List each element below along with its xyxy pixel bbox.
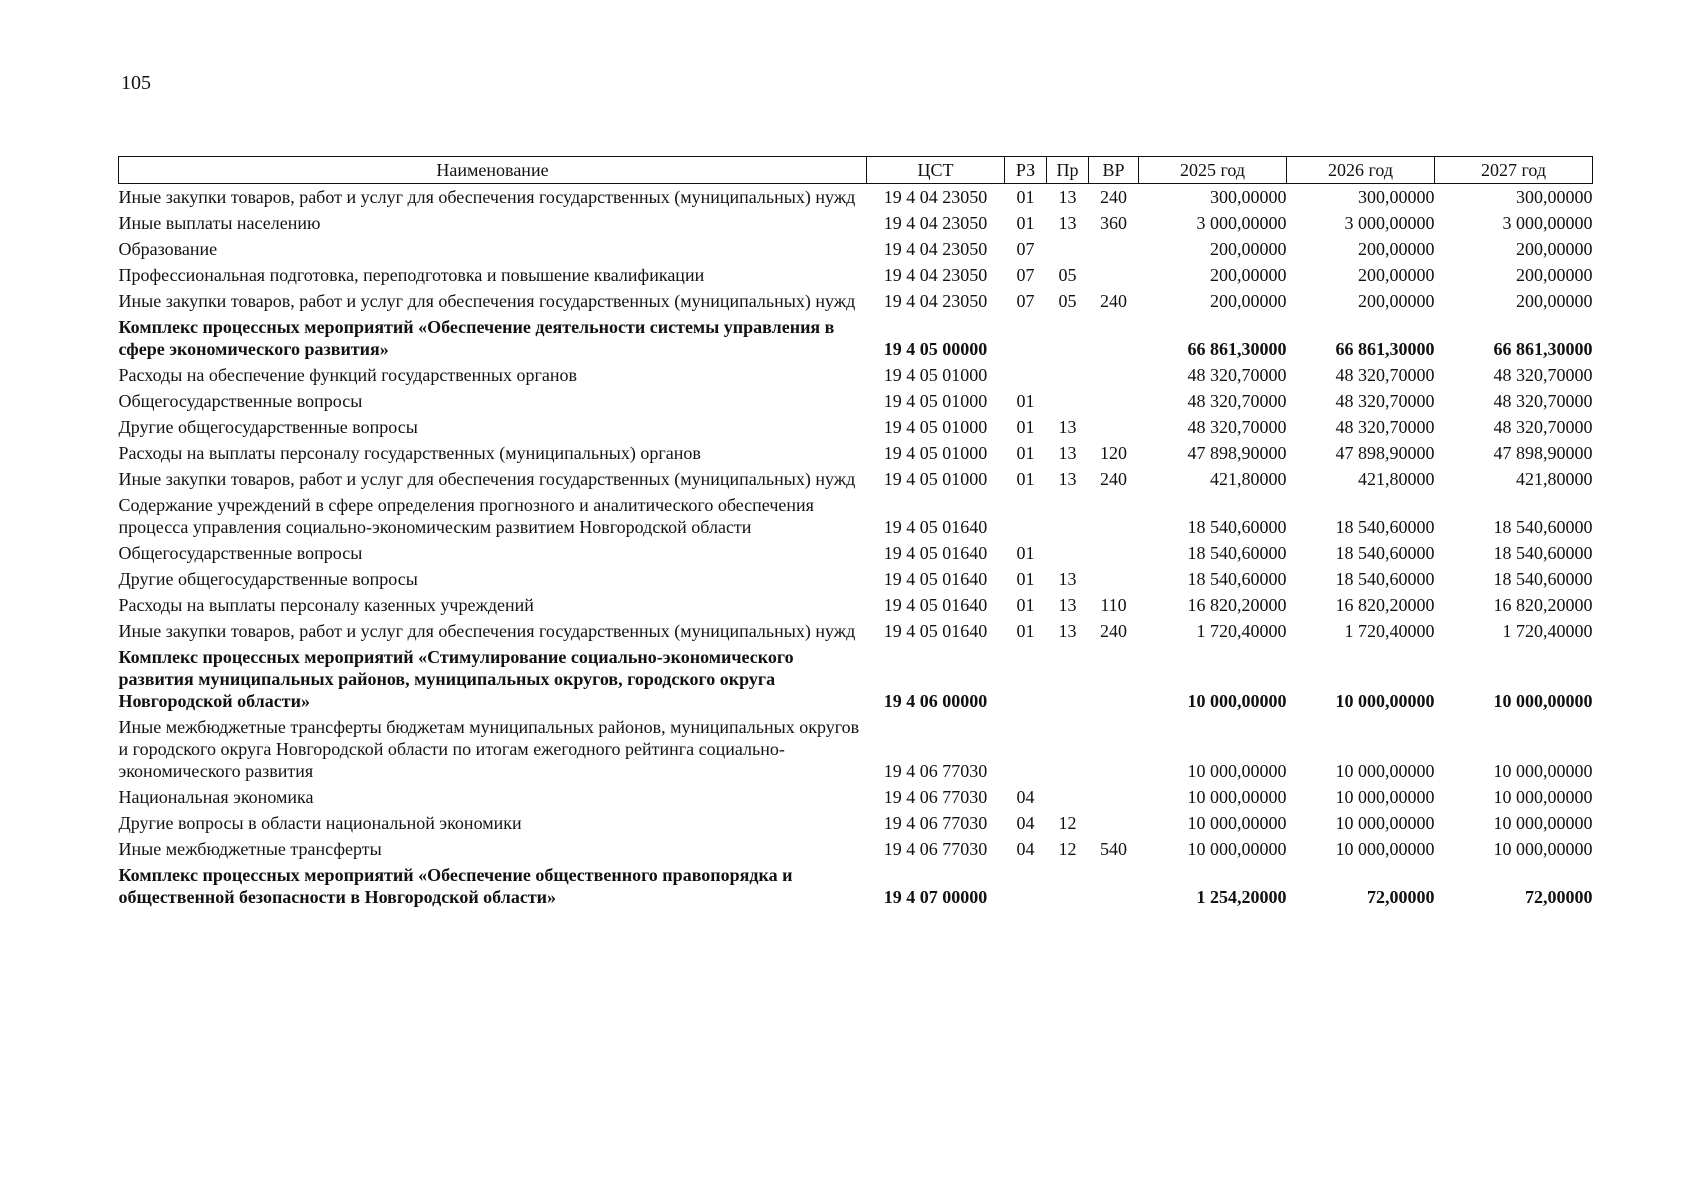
row-rz: 01 xyxy=(1016,595,1035,615)
row-cst: 19 4 06 00000 xyxy=(883,691,988,711)
row-amount-2025: 48 320,70000 xyxy=(1187,365,1287,385)
row-amount-2026: 3 000,00000 xyxy=(1344,213,1435,233)
header-2025: 2025 год xyxy=(1139,157,1287,184)
row-amount-2027: 1 720,40000 xyxy=(1502,621,1593,641)
row-name: Комплекс процессных мероприятий «Стимулирование социально-экономического развития муниципальных районов, муниципальных округов, городского округа Новгородской области» xyxy=(118,647,794,711)
row-pr xyxy=(1047,644,1089,714)
row-vr xyxy=(1089,414,1139,440)
row-rz: 01 xyxy=(1016,621,1035,641)
row-amount-2027: 72,00000 xyxy=(1525,887,1593,907)
row-amount-2026: 200,00000 xyxy=(1358,239,1435,259)
row-pr: 05 xyxy=(1058,291,1077,311)
row-amount-2025: 10 000,00000 xyxy=(1187,813,1287,833)
table-row xyxy=(119,592,1593,618)
row-amount-2025: 200,00000 xyxy=(1210,239,1287,259)
row-name: Другие общегосударственные вопросы xyxy=(118,569,418,589)
row-amount-2025: 200,00000 xyxy=(1210,291,1287,311)
row-rz: 07 xyxy=(1016,239,1035,259)
row-amount-2027: 200,00000 xyxy=(1516,239,1593,259)
row-amount-2025: 421,80000 xyxy=(1210,469,1287,489)
row-pr xyxy=(1047,540,1089,566)
row-cst: 19 4 05 01000 xyxy=(883,365,988,385)
row-cst: 19 4 05 01000 xyxy=(883,391,988,411)
row-rz: 07 xyxy=(1016,265,1035,285)
row-pr xyxy=(1047,388,1089,414)
row-amount-2027: 300,00000 xyxy=(1516,187,1593,207)
row-rz xyxy=(1005,714,1047,784)
row-amount-2025: 1 720,40000 xyxy=(1196,621,1287,641)
budget-table xyxy=(118,156,1593,910)
header-name: Наименование xyxy=(119,157,867,184)
row-amount-2027: 3 000,00000 xyxy=(1502,213,1593,233)
row-amount-2027: 10 000,00000 xyxy=(1493,839,1593,859)
table-row xyxy=(119,440,1593,466)
table-row xyxy=(119,466,1593,492)
row-name: Другие общегосударственные вопросы xyxy=(118,417,418,437)
row-vr xyxy=(1089,714,1139,784)
table-row xyxy=(119,314,1593,362)
row-amount-2026: 10 000,00000 xyxy=(1335,839,1435,859)
row-name: Общегосударственные вопросы xyxy=(118,543,363,563)
row-amount-2027: 48 320,70000 xyxy=(1493,391,1593,411)
table-row xyxy=(119,618,1593,644)
row-amount-2026: 1 720,40000 xyxy=(1344,621,1435,641)
row-rz xyxy=(1005,362,1047,388)
row-rz: 01 xyxy=(1016,543,1035,563)
row-pr: 12 xyxy=(1058,839,1077,859)
row-cst: 19 4 05 00000 xyxy=(883,339,988,359)
row-amount-2027: 18 540,60000 xyxy=(1493,543,1593,563)
row-name: Иные закупки товаров, работ и услуг для обеспечения государственных (муниципальных) нужд xyxy=(118,621,856,641)
row-name: Иные выплаты населению xyxy=(118,213,321,233)
row-amount-2027: 10 000,00000 xyxy=(1493,787,1593,807)
row-amount-2027: 47 898,90000 xyxy=(1493,443,1593,463)
row-amount-2027: 66 861,30000 xyxy=(1493,339,1593,359)
row-vr xyxy=(1089,862,1139,910)
row-pr: 13 xyxy=(1058,187,1077,207)
row-rz: 01 xyxy=(1016,469,1035,489)
header-2026: 2026 год xyxy=(1287,157,1435,184)
table-body xyxy=(119,184,1593,911)
row-cst: 19 4 05 01640 xyxy=(883,517,988,537)
row-cst: 19 4 04 23050 xyxy=(883,291,988,311)
row-amount-2026: 200,00000 xyxy=(1358,291,1435,311)
row-vr xyxy=(1089,784,1139,810)
row-cst: 19 4 05 01000 xyxy=(883,417,988,437)
row-amount-2026: 66 861,30000 xyxy=(1335,339,1435,359)
row-vr: 240 xyxy=(1100,187,1127,207)
row-amount-2025: 16 820,20000 xyxy=(1187,595,1287,615)
row-vr: 120 xyxy=(1100,443,1127,463)
row-rz: 04 xyxy=(1016,787,1035,807)
row-amount-2026: 10 000,00000 xyxy=(1335,761,1435,781)
row-name: Комплекс процессных мероприятий «Обеспечение общественного правопорядка и общественной безопасности в Новгородской области» xyxy=(118,865,793,907)
row-amount-2025: 300,00000 xyxy=(1210,187,1287,207)
row-rz xyxy=(1005,644,1047,714)
row-amount-2026: 72,00000 xyxy=(1367,887,1435,907)
row-name: Общегосударственные вопросы xyxy=(118,391,363,411)
row-amount-2026: 18 540,60000 xyxy=(1335,517,1435,537)
table-row xyxy=(119,288,1593,314)
row-amount-2026: 10 000,00000 xyxy=(1335,813,1435,833)
row-amount-2026: 18 540,60000 xyxy=(1335,543,1435,563)
row-amount-2026: 421,80000 xyxy=(1358,469,1435,489)
header-cst: ЦСТ xyxy=(867,157,1005,184)
row-pr xyxy=(1047,362,1089,388)
row-pr: 13 xyxy=(1058,443,1077,463)
row-pr xyxy=(1047,314,1089,362)
header-vr: ВР xyxy=(1089,157,1139,184)
row-name: Расходы на выплаты персоналу казенных учреждений xyxy=(118,595,534,615)
table-row xyxy=(119,836,1593,862)
row-amount-2026: 48 320,70000 xyxy=(1335,365,1435,385)
row-rz: 01 xyxy=(1016,187,1035,207)
row-rz: 01 xyxy=(1016,569,1035,589)
row-pr: 13 xyxy=(1058,621,1077,641)
row-amount-2027: 10 000,00000 xyxy=(1493,761,1593,781)
row-rz: 01 xyxy=(1016,443,1035,463)
table-row xyxy=(119,566,1593,592)
row-name: Другие вопросы в области национальной экономики xyxy=(118,813,522,833)
row-pr: 13 xyxy=(1058,213,1077,233)
row-rz: 01 xyxy=(1016,417,1035,437)
row-amount-2027: 16 820,20000 xyxy=(1493,595,1593,615)
header-rz: РЗ xyxy=(1005,157,1047,184)
row-amount-2025: 10 000,00000 xyxy=(1187,839,1287,859)
table-row xyxy=(119,784,1593,810)
row-amount-2025: 48 320,70000 xyxy=(1187,417,1287,437)
row-vr: 240 xyxy=(1100,621,1127,641)
row-pr: 05 xyxy=(1058,265,1077,285)
row-name: Образование xyxy=(118,239,218,259)
row-amount-2025: 48 320,70000 xyxy=(1187,391,1287,411)
table-row xyxy=(119,388,1593,414)
row-vr: 360 xyxy=(1100,213,1127,233)
row-name: Расходы на выплаты персоналу государственных (муниципальных) органов xyxy=(118,443,701,463)
row-vr: 540 xyxy=(1100,839,1127,859)
row-amount-2025: 1 254,20000 xyxy=(1196,887,1287,907)
table-row xyxy=(119,644,1593,714)
row-pr xyxy=(1047,862,1089,910)
page-number: 105 xyxy=(121,72,151,94)
row-cst: 19 4 05 01000 xyxy=(883,443,988,463)
row-vr xyxy=(1089,362,1139,388)
row-cst: 19 4 05 01640 xyxy=(883,543,988,563)
row-amount-2025: 10 000,00000 xyxy=(1187,761,1287,781)
row-name: Расходы на обеспечение функций государственных органов xyxy=(118,365,577,385)
row-amount-2027: 200,00000 xyxy=(1516,291,1593,311)
row-amount-2027: 200,00000 xyxy=(1516,265,1593,285)
row-vr xyxy=(1089,810,1139,836)
row-vr: 110 xyxy=(1100,595,1127,615)
row-amount-2025: 200,00000 xyxy=(1210,265,1287,285)
table-row xyxy=(119,184,1593,211)
row-name: Иные закупки товаров, работ и услуг для обеспечения государственных (муниципальных) нужд xyxy=(118,291,856,311)
row-amount-2026: 16 820,20000 xyxy=(1335,595,1435,615)
row-name: Профессиональная подготовка, переподготовка и повышение квалификации xyxy=(118,265,705,285)
row-pr: 13 xyxy=(1058,595,1077,615)
table-row xyxy=(119,540,1593,566)
table-row xyxy=(119,862,1593,910)
row-amount-2025: 10 000,00000 xyxy=(1187,691,1287,711)
row-amount-2026: 200,00000 xyxy=(1358,265,1435,285)
row-rz xyxy=(1005,862,1047,910)
row-amount-2025: 47 898,90000 xyxy=(1187,443,1287,463)
row-amount-2025: 10 000,00000 xyxy=(1187,787,1287,807)
table-row xyxy=(119,810,1593,836)
row-amount-2026: 47 898,90000 xyxy=(1335,443,1435,463)
row-rz: 07 xyxy=(1016,291,1035,311)
row-amount-2026: 10 000,00000 xyxy=(1335,787,1435,807)
row-pr: 12 xyxy=(1058,813,1077,833)
row-amount-2025: 18 540,60000 xyxy=(1187,517,1287,537)
header-pr: Пр xyxy=(1047,157,1089,184)
row-cst: 19 4 06 77030 xyxy=(883,813,988,833)
row-name: Иные закупки товаров, работ и услуг для обеспечения государственных (муниципальных) нужд xyxy=(118,469,856,489)
row-name: Иные закупки товаров, работ и услуг для обеспечения государственных (муниципальных) нужд xyxy=(118,187,856,207)
row-amount-2025: 18 540,60000 xyxy=(1187,569,1287,589)
table-row xyxy=(119,262,1593,288)
row-name: Комплекс процессных мероприятий «Обеспечение деятельности системы управления в сфере экономического развития» xyxy=(118,317,835,359)
row-cst: 19 4 04 23050 xyxy=(883,239,988,259)
row-pr xyxy=(1047,784,1089,810)
row-amount-2026: 48 320,70000 xyxy=(1335,417,1435,437)
table-header-row xyxy=(119,157,1593,184)
row-name: Иные межбюджетные трансферты xyxy=(118,839,382,859)
row-amount-2027: 48 320,70000 xyxy=(1493,417,1593,437)
row-cst: 19 4 04 23050 xyxy=(883,265,988,285)
row-vr xyxy=(1089,492,1139,540)
row-rz: 04 xyxy=(1016,813,1035,833)
table-row xyxy=(119,714,1593,784)
row-pr xyxy=(1047,236,1089,262)
row-vr xyxy=(1089,314,1139,362)
row-rz xyxy=(1005,314,1047,362)
row-amount-2027: 421,80000 xyxy=(1516,469,1593,489)
row-amount-2025: 66 861,30000 xyxy=(1187,339,1287,359)
row-vr xyxy=(1089,566,1139,592)
row-vr: 240 xyxy=(1100,469,1127,489)
row-cst: 19 4 06 77030 xyxy=(883,761,988,781)
row-cst: 19 4 06 77030 xyxy=(883,787,988,807)
row-cst: 19 4 05 01000 xyxy=(883,469,988,489)
row-name: Национальная экономика xyxy=(118,787,314,807)
row-name: Иные межбюджетные трансферты бюджетам муниципальных районов, муниципальных округов и городского округа Новгородской области по итогам ежегодного рейтинга социально-экономического развития xyxy=(118,717,860,781)
row-vr xyxy=(1089,540,1139,566)
row-vr xyxy=(1089,262,1139,288)
row-amount-2027: 10 000,00000 xyxy=(1493,813,1593,833)
row-amount-2027: 10 000,00000 xyxy=(1493,691,1593,711)
row-amount-2027: 18 540,60000 xyxy=(1493,517,1593,537)
row-cst: 19 4 04 23050 xyxy=(883,213,988,233)
row-pr: 13 xyxy=(1058,569,1077,589)
row-cst: 19 4 05 01640 xyxy=(883,621,988,641)
row-cst: 19 4 07 00000 xyxy=(883,887,988,907)
row-amount-2026: 300,00000 xyxy=(1358,187,1435,207)
table-row xyxy=(119,414,1593,440)
row-rz: 01 xyxy=(1016,213,1035,233)
row-amount-2025: 3 000,00000 xyxy=(1196,213,1287,233)
row-vr xyxy=(1089,236,1139,262)
row-cst: 19 4 04 23050 xyxy=(883,187,988,207)
row-amount-2026: 10 000,00000 xyxy=(1335,691,1435,711)
row-pr: 13 xyxy=(1058,417,1077,437)
row-vr xyxy=(1089,388,1139,414)
row-cst: 19 4 05 01640 xyxy=(883,595,988,615)
row-pr: 13 xyxy=(1058,469,1077,489)
row-rz: 04 xyxy=(1016,839,1035,859)
table-row xyxy=(119,236,1593,262)
row-vr: 240 xyxy=(1100,291,1127,311)
row-amount-2027: 48 320,70000 xyxy=(1493,365,1593,385)
row-cst: 19 4 06 77030 xyxy=(883,839,988,859)
row-amount-2026: 18 540,60000 xyxy=(1335,569,1435,589)
row-cst: 19 4 05 01640 xyxy=(883,569,988,589)
row-rz xyxy=(1005,492,1047,540)
row-vr xyxy=(1089,644,1139,714)
table-row xyxy=(119,210,1593,236)
row-amount-2025: 18 540,60000 xyxy=(1187,543,1287,563)
row-rz: 01 xyxy=(1016,391,1035,411)
row-pr xyxy=(1047,714,1089,784)
table-row xyxy=(119,492,1593,540)
header-2027: 2027 год xyxy=(1435,157,1593,184)
row-amount-2026: 48 320,70000 xyxy=(1335,391,1435,411)
row-amount-2027: 18 540,60000 xyxy=(1493,569,1593,589)
table-row xyxy=(119,362,1593,388)
row-pr xyxy=(1047,492,1089,540)
row-name: Содержание учреждений в сфере определения прогнозного и аналитического обеспечения процесса управления социально-экономическим развитием Новгородской области xyxy=(118,495,814,537)
